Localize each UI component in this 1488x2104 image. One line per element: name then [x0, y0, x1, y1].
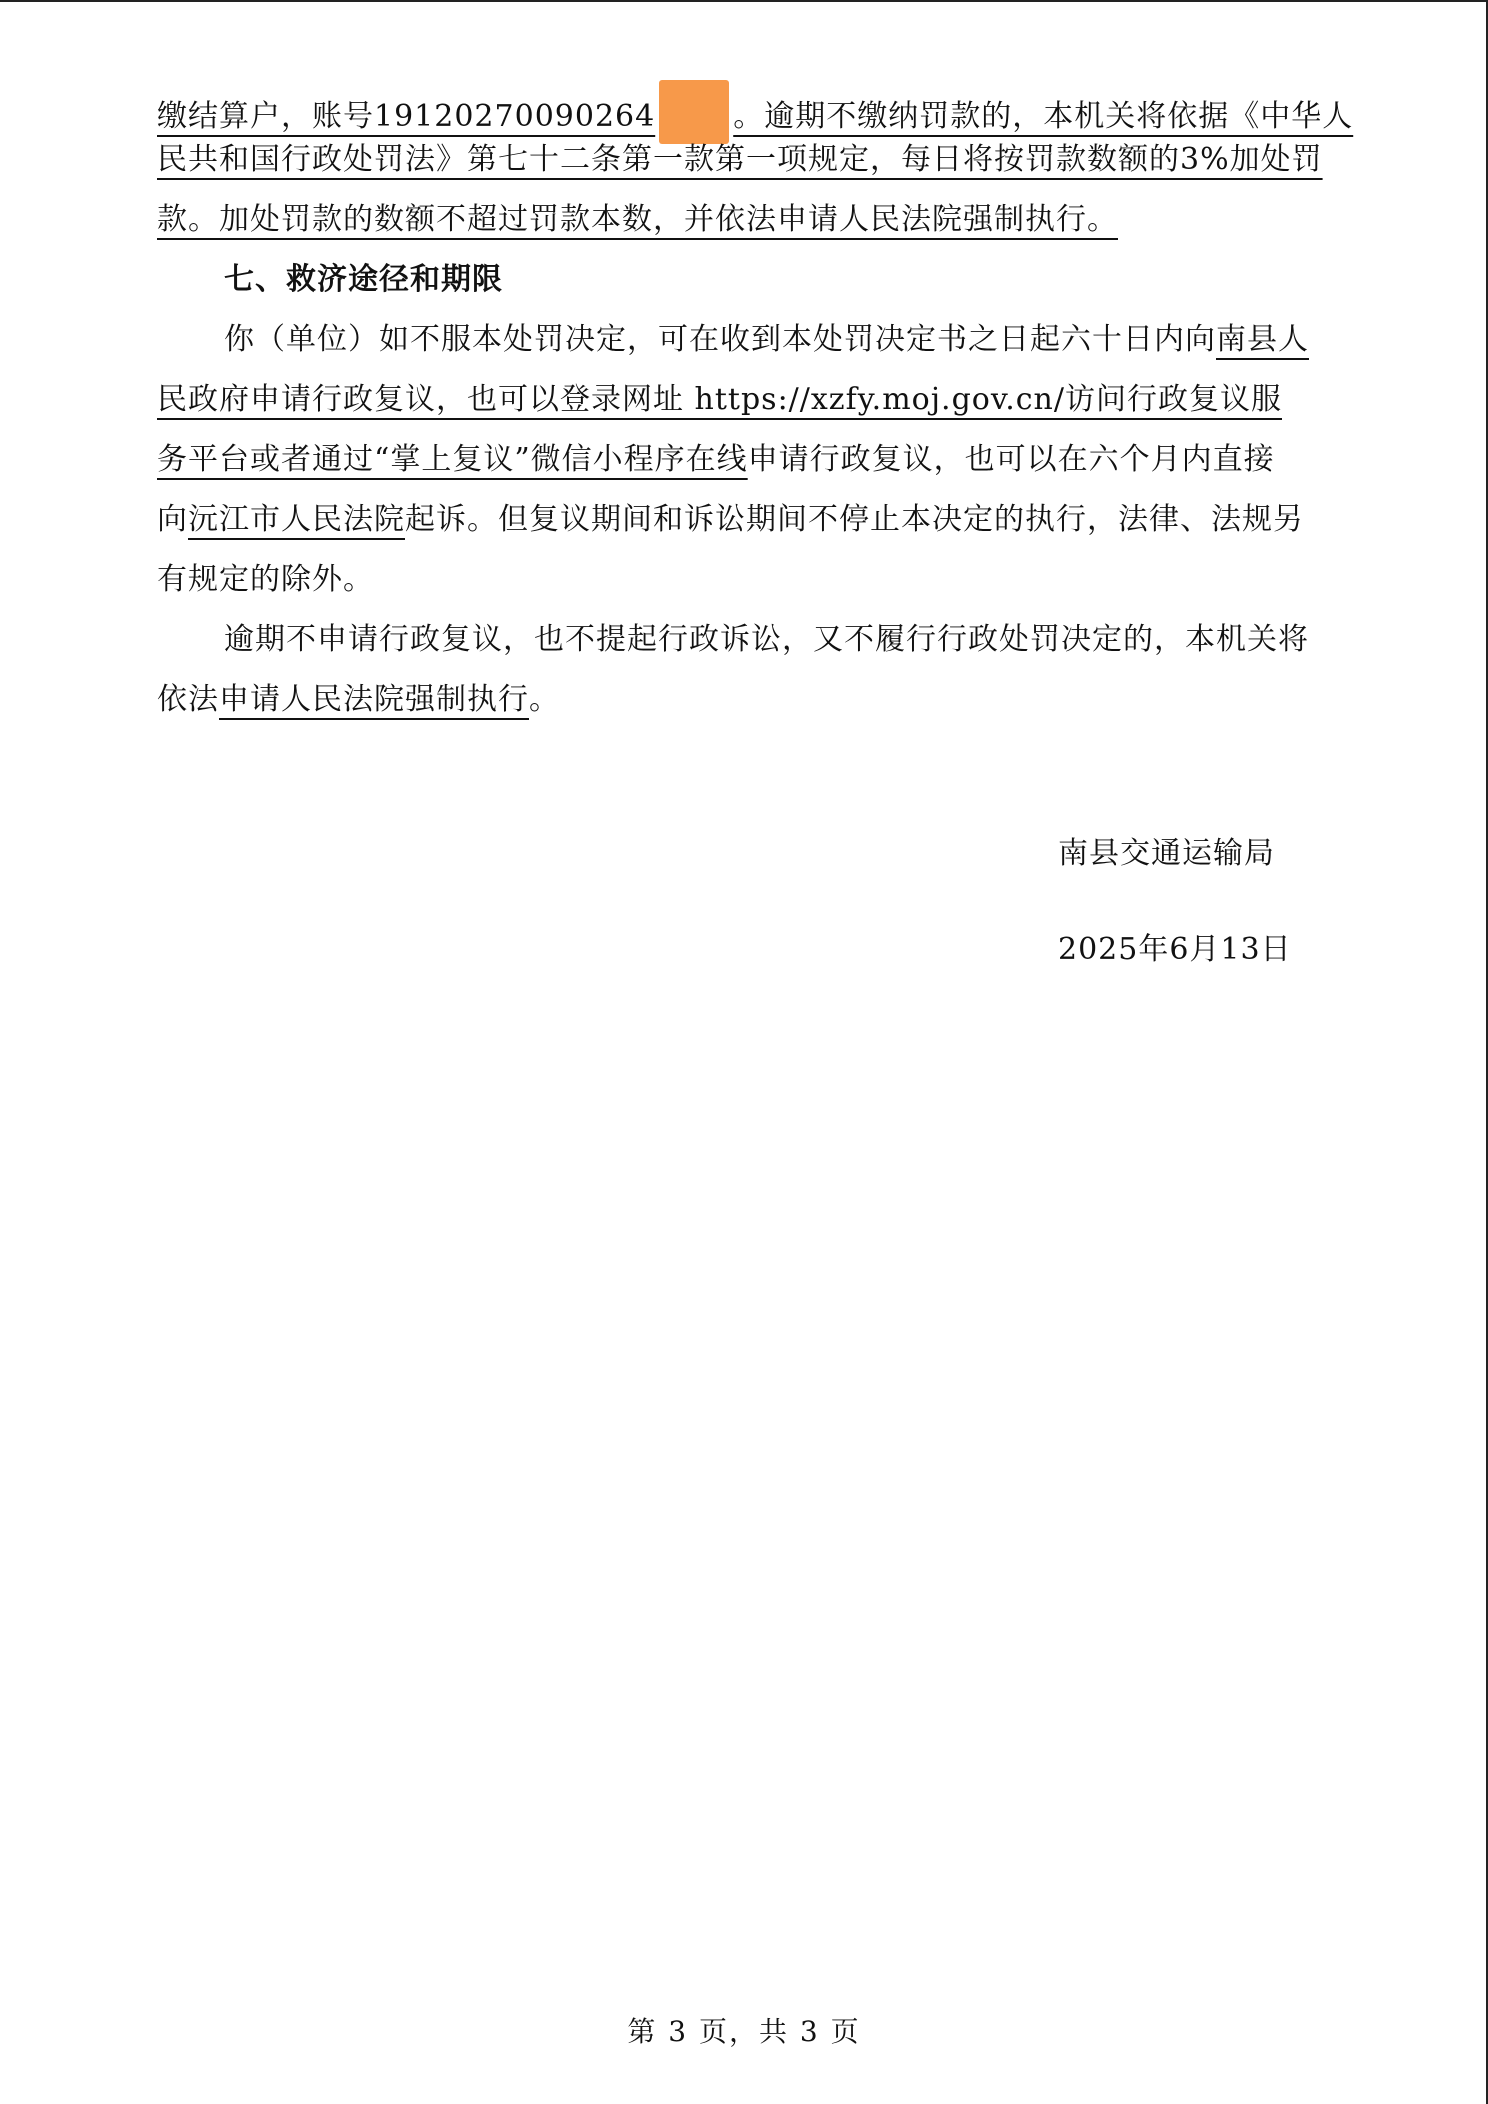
- mini-program-text: 务平台或者通过“掌上复议”微信小程序在线: [157, 442, 748, 477]
- remedy-text: 向: [157, 502, 188, 537]
- review-website-text: 民政府申请行政复议，也可以登录网址 https://xzfy.moj.gov.cn/访问行政复议服: [157, 382, 1282, 417]
- remedy-text: 起诉。但复议期间和诉讼期间不停止本决定的执行，法律、法规另: [405, 502, 1304, 537]
- overdue-line-2: [157, 680, 1405, 720]
- section-heading: 七、救济途径和期限: [224, 262, 503, 297]
- payment-line-2: [157, 140, 1405, 180]
- enforcement-text: 款。加处罚款的数额不超过罚款本数，并依法申请人民法院强制执行。: [157, 202, 1118, 237]
- court-name: 沅江市人民法院: [188, 502, 405, 537]
- government-name: 南县人: [1216, 322, 1309, 357]
- remedy-text: 申请行政复议，也可以在六个月内直接: [747, 442, 1275, 477]
- remedy-line-2: [157, 380, 1405, 420]
- enforcement-phrase: 申请人民法院强制执行: [219, 682, 529, 717]
- remedy-text: 你（单位）如不服本处罚决定，可在收到本处罚决定书之日起六十日内向: [224, 322, 1216, 357]
- remedy-line-5: 有规定的除外。: [157, 562, 374, 597]
- page-number: 第 3 页，共 3 页: [627, 2015, 861, 2048]
- redaction-block: [659, 80, 729, 144]
- payment-line-1: [157, 80, 1405, 134]
- overdue-text: 依法: [157, 682, 219, 717]
- issuing-agency: 南县交通运输局: [1058, 836, 1275, 871]
- account-text: 缴结算户，账号19120270090264: [157, 99, 656, 134]
- overdue-line-1: 逾期不申请行政复议，也不提起行政诉讼，又不履行行政处罚决定的，本机关将: [224, 622, 1309, 657]
- issue-date: 2025年6月13日: [1058, 932, 1292, 967]
- payment-line-3: [157, 200, 1405, 240]
- overdue-text: 。: [529, 682, 560, 717]
- remedy-line-1: [224, 320, 1405, 360]
- penalty-rule-text: 民共和国行政处罚法》第七十二条第一款第一项规定，每日将按罚款数额的3%加处罚: [157, 142, 1323, 177]
- remedy-line-3: [157, 440, 1405, 480]
- remedy-line-4: [157, 500, 1405, 540]
- page-frame-top: [0, 0, 1488, 2]
- overdue-text: 。逾期不缴纳罚款的，本机关将依据《中华人: [733, 99, 1354, 134]
